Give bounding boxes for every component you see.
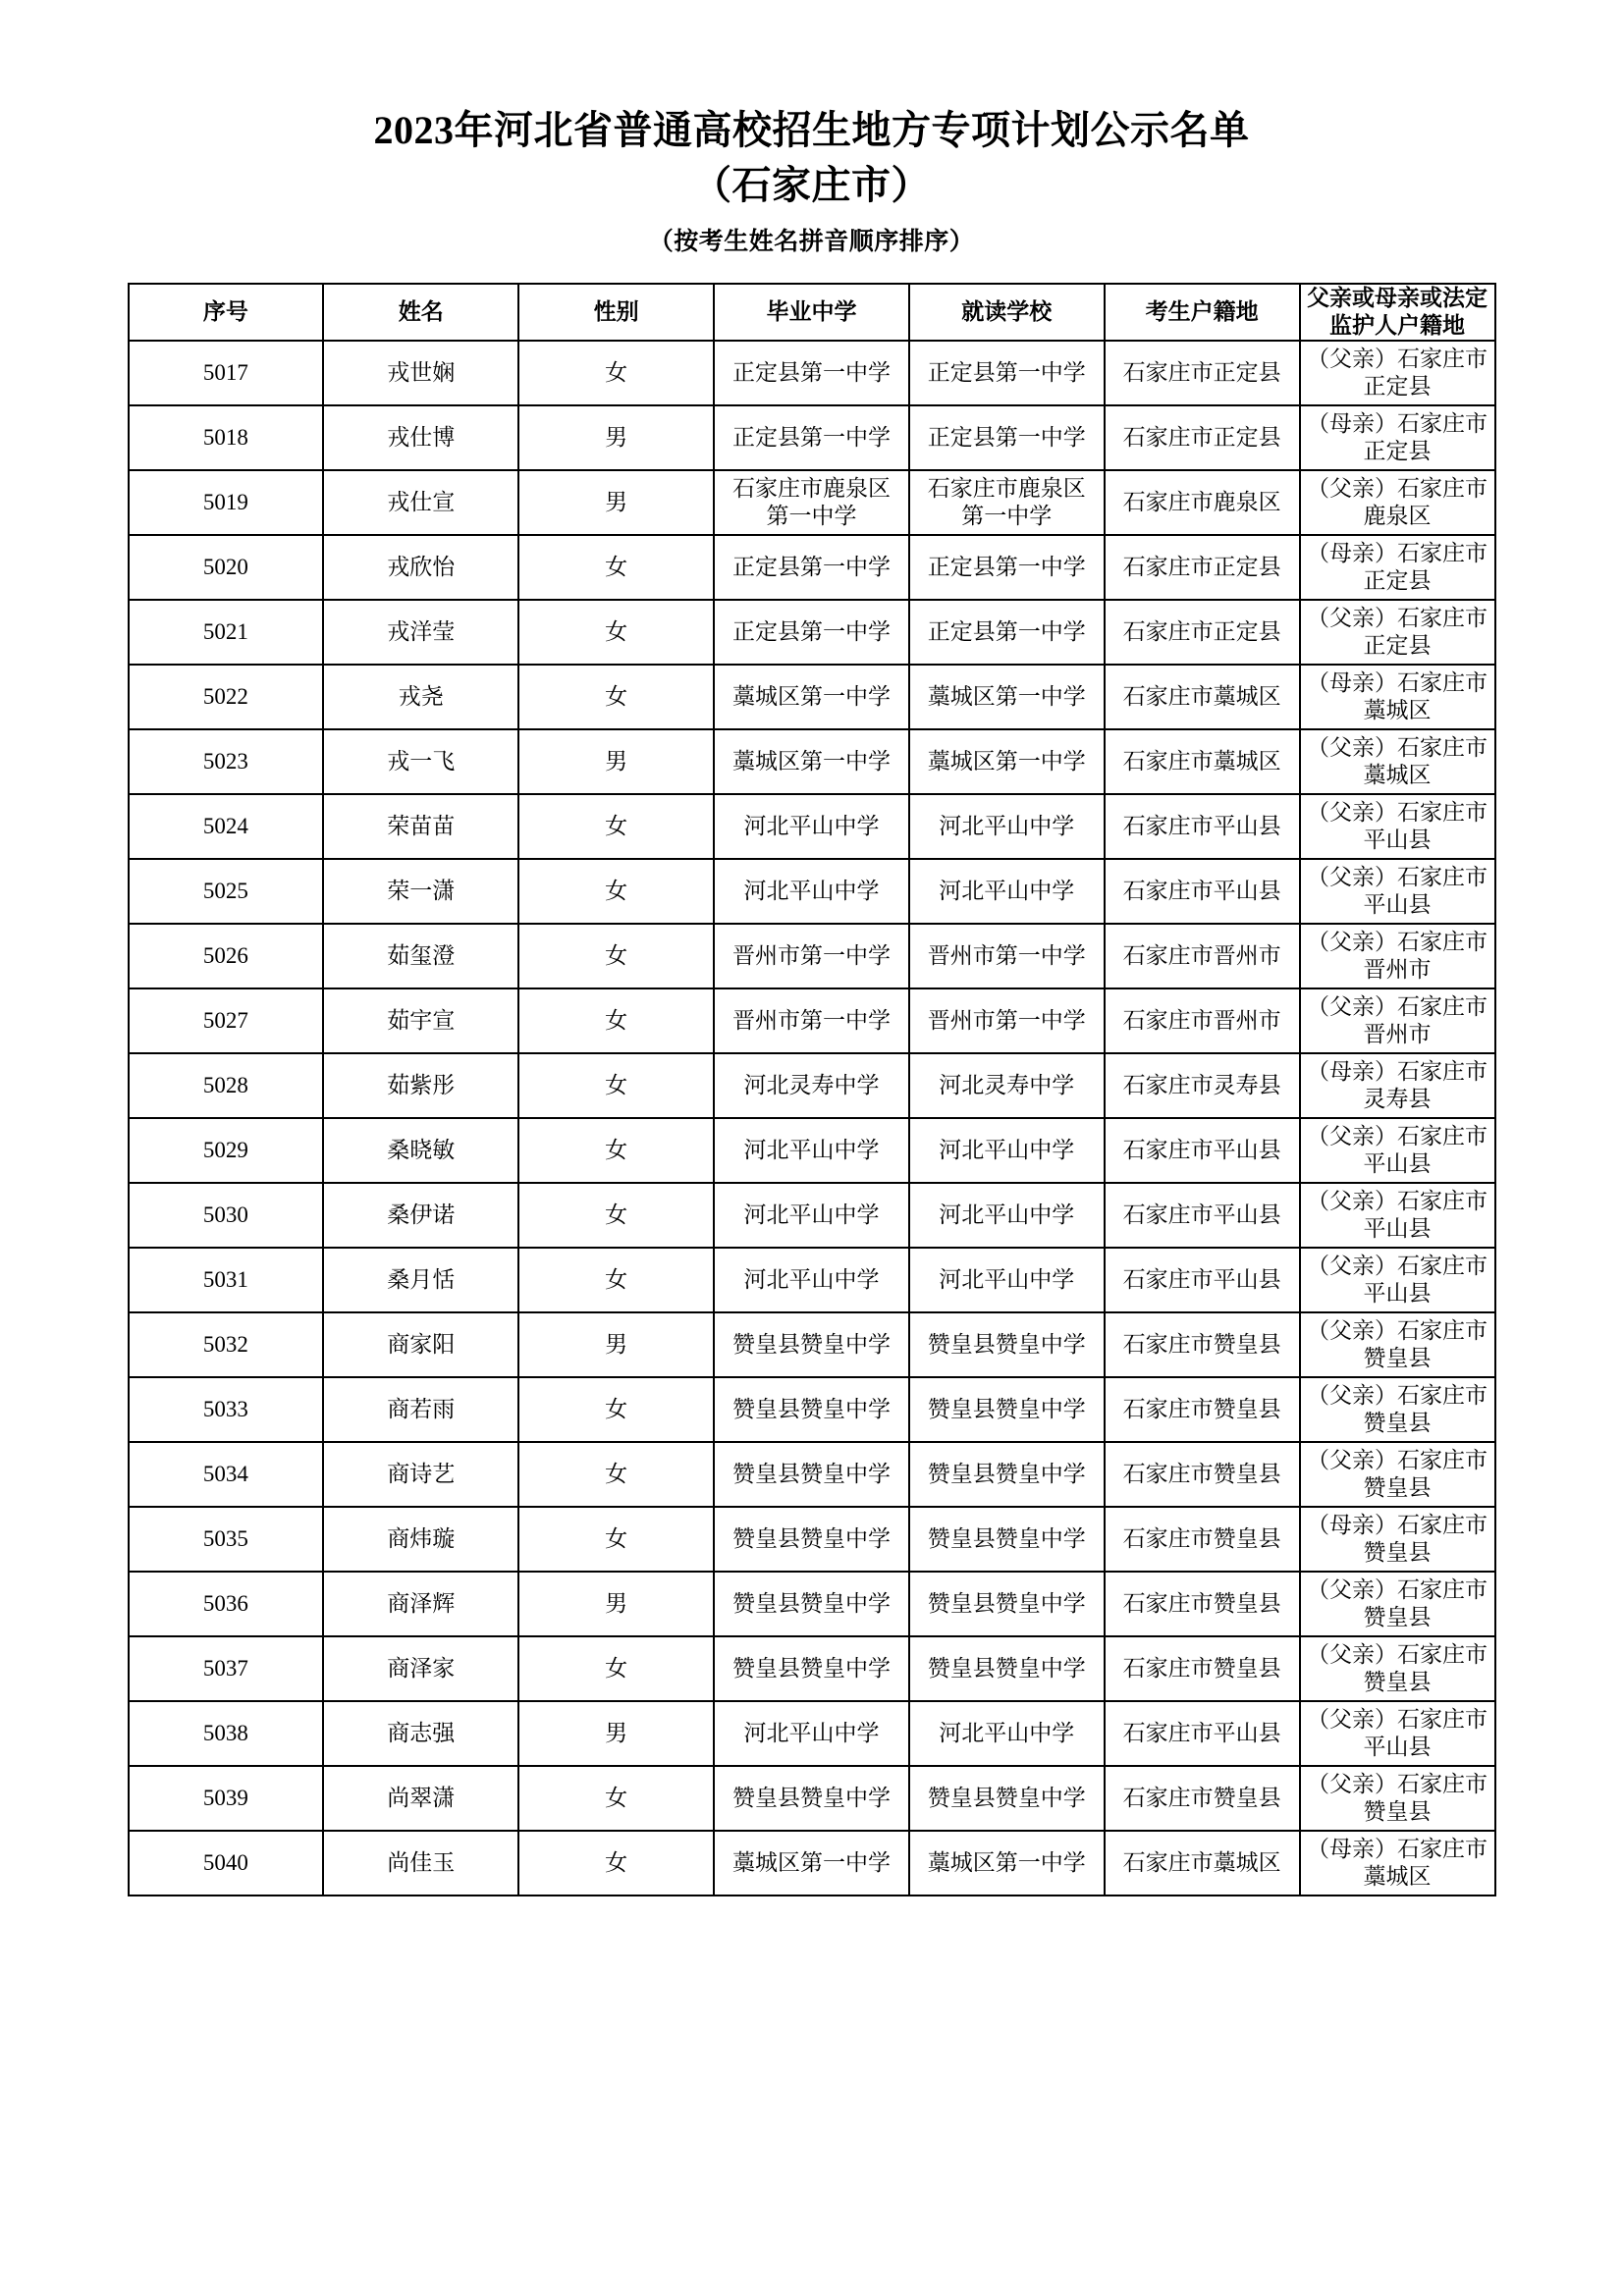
cell-candidate-hukou: 石家庄市平山县 [1105, 1118, 1300, 1183]
table-row [129, 1507, 1495, 1572]
cell-study-school: 正定县第一中学 [909, 535, 1105, 600]
cell-name: 戎仕宣 [323, 470, 518, 535]
roster-table [128, 283, 1496, 1896]
cell-study-school: 正定县第一中学 [909, 405, 1105, 470]
table-row [129, 1183, 1495, 1248]
cell-guardian-hukou: （母亲）石家庄市正定县 [1300, 535, 1495, 600]
table-row [129, 729, 1495, 794]
cell-graduated-school: 河北平山中学 [714, 1118, 909, 1183]
cell-graduated-school: 正定县第一中学 [714, 341, 909, 405]
cell-sex: 女 [518, 1053, 714, 1118]
cell-candidate-hukou: 石家庄市平山县 [1105, 859, 1300, 924]
cell-study-school: 藁城区第一中学 [909, 729, 1105, 794]
cell-sex: 女 [518, 1831, 714, 1896]
cell-candidate-hukou: 石家庄市灵寿县 [1105, 1053, 1300, 1118]
cell-index: 5033 [129, 1377, 324, 1442]
cell-sex: 男 [518, 405, 714, 470]
table-row [129, 341, 1495, 405]
cell-study-school: 赞皇县赞皇中学 [909, 1377, 1105, 1442]
cell-name: 戎世娴 [323, 341, 518, 405]
cell-sex: 女 [518, 1636, 714, 1701]
cell-sex: 女 [518, 665, 714, 729]
cell-candidate-hukou: 石家庄市赞皇县 [1105, 1507, 1300, 1572]
column-header-guardian-hukou: 父亲或母亲或法定监护人户籍地 [1300, 284, 1495, 341]
cell-guardian-hukou: （父亲）石家庄市平山县 [1300, 1248, 1495, 1312]
cell-guardian-hukou: （父亲）石家庄市藁城区 [1300, 729, 1495, 794]
cell-guardian-hukou: （父亲）石家庄市赞皇县 [1300, 1636, 1495, 1701]
cell-name: 戎仕博 [323, 405, 518, 470]
cell-name: 商诗艺 [323, 1442, 518, 1507]
cell-sex: 女 [518, 924, 714, 988]
cell-graduated-school: 河北平山中学 [714, 794, 909, 859]
cell-guardian-hukou: （母亲）石家庄市正定县 [1300, 405, 1495, 470]
title-block [0, 0, 1623, 257]
table-row [129, 794, 1495, 859]
cell-sex: 男 [518, 470, 714, 535]
cell-index: 5034 [129, 1442, 324, 1507]
table-row [129, 988, 1495, 1053]
cell-sex: 男 [518, 729, 714, 794]
cell-sex: 女 [518, 794, 714, 859]
cell-name: 商志强 [323, 1701, 518, 1766]
cell-study-school: 晋州市第一中学 [909, 988, 1105, 1053]
cell-sex: 女 [518, 1507, 714, 1572]
cell-index: 5040 [129, 1831, 324, 1896]
cell-name: 桑晓敏 [323, 1118, 518, 1183]
cell-sex: 男 [518, 1312, 714, 1377]
cell-index: 5027 [129, 988, 324, 1053]
table-row [129, 1442, 1495, 1507]
cell-index: 5025 [129, 859, 324, 924]
cell-index: 5037 [129, 1636, 324, 1701]
cell-name: 戎一飞 [323, 729, 518, 794]
cell-sex: 女 [518, 988, 714, 1053]
cell-name: 商炜璇 [323, 1507, 518, 1572]
cell-sex: 男 [518, 1572, 714, 1636]
cell-graduated-school: 藁城区第一中学 [714, 729, 909, 794]
cell-study-school: 河北平山中学 [909, 1701, 1105, 1766]
cell-study-school: 赞皇县赞皇中学 [909, 1766, 1105, 1831]
cell-name: 商家阳 [323, 1312, 518, 1377]
cell-sex: 女 [518, 1118, 714, 1183]
cell-candidate-hukou: 石家庄市平山县 [1105, 1248, 1300, 1312]
cell-study-school: 赞皇县赞皇中学 [909, 1636, 1105, 1701]
cell-sex: 女 [518, 1248, 714, 1312]
cell-study-school: 赞皇县赞皇中学 [909, 1442, 1105, 1507]
cell-study-school: 河北灵寿中学 [909, 1053, 1105, 1118]
cell-name: 商若雨 [323, 1377, 518, 1442]
cell-study-school: 正定县第一中学 [909, 341, 1105, 405]
cell-candidate-hukou: 石家庄市藁城区 [1105, 729, 1300, 794]
cell-candidate-hukou: 石家庄市赞皇县 [1105, 1377, 1300, 1442]
cell-name: 荣苗苗 [323, 794, 518, 859]
cell-index: 5020 [129, 535, 324, 600]
table-row [129, 535, 1495, 600]
cell-graduated-school: 赞皇县赞皇中学 [714, 1636, 909, 1701]
table-row [129, 1636, 1495, 1701]
cell-sex: 女 [518, 1766, 714, 1831]
cell-study-school: 赞皇县赞皇中学 [909, 1507, 1105, 1572]
cell-guardian-hukou: （父亲）石家庄市正定县 [1300, 341, 1495, 405]
cell-guardian-hukou: （父亲）石家庄市赞皇县 [1300, 1572, 1495, 1636]
cell-sex: 女 [518, 600, 714, 665]
table-row [129, 1248, 1495, 1312]
cell-graduated-school: 赞皇县赞皇中学 [714, 1442, 909, 1507]
page-title: 2023年河北省普通高校招生地方专项计划公示名单 [373, 108, 1250, 152]
table-header [129, 284, 1495, 341]
cell-name: 尚佳玉 [323, 1831, 518, 1896]
cell-index: 5029 [129, 1118, 324, 1183]
cell-index: 5023 [129, 729, 324, 794]
column-header-graduated-school: 毕业中学 [714, 284, 909, 341]
cell-guardian-hukou: （父亲）石家庄市赞皇县 [1300, 1442, 1495, 1507]
cell-sex: 女 [518, 859, 714, 924]
cell-index: 5017 [129, 341, 324, 405]
cell-candidate-hukou: 石家庄市平山县 [1105, 1701, 1300, 1766]
roster-table-wrapper [128, 283, 1496, 1896]
cell-index: 5022 [129, 665, 324, 729]
cell-study-school: 石家庄市鹿泉区 第一中学 [909, 470, 1105, 535]
cell-sex: 女 [518, 1442, 714, 1507]
cell-sex: 男 [518, 1701, 714, 1766]
cell-graduated-school: 赞皇县赞皇中学 [714, 1766, 909, 1831]
table-row [129, 1118, 1495, 1183]
cell-name: 桑月恬 [323, 1248, 518, 1312]
cell-graduated-school: 晋州市第一中学 [714, 924, 909, 988]
cell-study-school: 赞皇县赞皇中学 [909, 1572, 1105, 1636]
cell-index: 5026 [129, 924, 324, 988]
cell-guardian-hukou: （母亲）石家庄市藁城区 [1300, 1831, 1495, 1896]
cell-study-school: 藁城区第一中学 [909, 1831, 1105, 1896]
cell-guardian-hukou: （父亲）石家庄市平山县 [1300, 859, 1495, 924]
table-row [129, 1766, 1495, 1831]
cell-name: 茹玺澄 [323, 924, 518, 988]
cell-name: 茹宇宣 [323, 988, 518, 1053]
cell-guardian-hukou: （父亲）石家庄市赞皇县 [1300, 1377, 1495, 1442]
table-row [129, 1831, 1495, 1896]
cell-graduated-school: 藁城区第一中学 [714, 665, 909, 729]
table-row [129, 1312, 1495, 1377]
table-row [129, 1377, 1495, 1442]
cell-study-school: 河北平山中学 [909, 859, 1105, 924]
cell-graduated-school: 河北灵寿中学 [714, 1053, 909, 1118]
column-header-sex: 性别 [518, 284, 714, 341]
cell-graduated-school: 赞皇县赞皇中学 [714, 1377, 909, 1442]
cell-sex: 女 [518, 341, 714, 405]
table-row [129, 924, 1495, 988]
cell-index: 5021 [129, 600, 324, 665]
cell-study-school: 正定县第一中学 [909, 600, 1105, 665]
cell-sex: 女 [518, 535, 714, 600]
column-header-index: 序号 [129, 284, 324, 341]
cell-guardian-hukou: （父亲）石家庄市平山县 [1300, 1701, 1495, 1766]
cell-guardian-hukou: （父亲）石家庄市平山县 [1300, 1118, 1495, 1183]
cell-index: 5031 [129, 1248, 324, 1312]
cell-study-school: 河北平山中学 [909, 794, 1105, 859]
cell-guardian-hukou: （母亲）石家庄市灵寿县 [1300, 1053, 1495, 1118]
cell-graduated-school: 河北平山中学 [714, 1248, 909, 1312]
cell-candidate-hukou: 石家庄市赞皇县 [1105, 1636, 1300, 1701]
cell-candidate-hukou: 石家庄市赞皇县 [1105, 1572, 1300, 1636]
cell-candidate-hukou: 石家庄市晋州市 [1105, 988, 1300, 1053]
cell-index: 5028 [129, 1053, 324, 1118]
cell-guardian-hukou: （父亲）石家庄市正定县 [1300, 600, 1495, 665]
sort-note: （按考生姓名拼音顺序排序） [648, 229, 975, 255]
cell-candidate-hukou: 石家庄市正定县 [1105, 600, 1300, 665]
cell-candidate-hukou: 石家庄市晋州市 [1105, 924, 1300, 988]
header-row [129, 284, 1495, 341]
cell-guardian-hukou: （父亲）石家庄市晋州市 [1300, 924, 1495, 988]
table-row [129, 1701, 1495, 1766]
cell-index: 5032 [129, 1312, 324, 1377]
cell-index: 5019 [129, 470, 324, 535]
column-header-study-school: 就读学校 [909, 284, 1105, 341]
cell-candidate-hukou: 石家庄市鹿泉区 [1105, 470, 1300, 535]
cell-graduated-school: 正定县第一中学 [714, 600, 909, 665]
cell-graduated-school: 正定县第一中学 [714, 535, 909, 600]
cell-index: 5035 [129, 1507, 324, 1572]
cell-candidate-hukou: 石家庄市平山县 [1105, 1183, 1300, 1248]
cell-candidate-hukou: 石家庄市正定县 [1105, 341, 1300, 405]
cell-index: 5030 [129, 1183, 324, 1248]
cell-study-school: 河北平山中学 [909, 1248, 1105, 1312]
cell-graduated-school: 晋州市第一中学 [714, 988, 909, 1053]
cell-guardian-hukou: （父亲）石家庄市赞皇县 [1300, 1312, 1495, 1377]
cell-index: 5024 [129, 794, 324, 859]
cell-graduated-school: 石家庄市鹿泉区 第一中学 [714, 470, 909, 535]
cell-graduated-school: 河北平山中学 [714, 1701, 909, 1766]
cell-guardian-hukou: （母亲）石家庄市藁城区 [1300, 665, 1495, 729]
table-row [129, 665, 1495, 729]
cell-name: 尚翠潇 [323, 1766, 518, 1831]
cell-sex: 女 [518, 1377, 714, 1442]
table-row [129, 405, 1495, 470]
cell-name: 荣一潇 [323, 859, 518, 924]
cell-graduated-school: 河北平山中学 [714, 1183, 909, 1248]
cell-name: 桑伊诺 [323, 1183, 518, 1248]
cell-study-school: 河北平山中学 [909, 1183, 1105, 1248]
cell-guardian-hukou: （父亲）石家庄市赞皇县 [1300, 1766, 1495, 1831]
cell-index: 5018 [129, 405, 324, 470]
table-row [129, 600, 1495, 665]
table-row [129, 859, 1495, 924]
cell-index: 5036 [129, 1572, 324, 1636]
cell-index: 5038 [129, 1701, 324, 1766]
cell-study-school: 河北平山中学 [909, 1118, 1105, 1183]
cell-graduated-school: 赞皇县赞皇中学 [714, 1572, 909, 1636]
cell-candidate-hukou: 石家庄市正定县 [1105, 535, 1300, 600]
cell-graduated-school: 赞皇县赞皇中学 [714, 1507, 909, 1572]
cell-name: 茹紫彤 [323, 1053, 518, 1118]
cell-guardian-hukou: （父亲）石家庄市平山县 [1300, 1183, 1495, 1248]
table-row [129, 1053, 1495, 1118]
cell-candidate-hukou: 石家庄市藁城区 [1105, 1831, 1300, 1896]
cell-candidate-hukou: 石家庄市赞皇县 [1105, 1766, 1300, 1831]
cell-graduated-school: 藁城区第一中学 [714, 1831, 909, 1896]
cell-candidate-hukou: 石家庄市藁城区 [1105, 665, 1300, 729]
cell-name: 商泽辉 [323, 1572, 518, 1636]
cell-guardian-hukou: （父亲）石家庄市平山县 [1300, 794, 1495, 859]
cell-candidate-hukou: 石家庄市平山县 [1105, 794, 1300, 859]
cell-guardian-hukou: （母亲）石家庄市赞皇县 [1300, 1507, 1495, 1572]
column-header-candidate-hukou: 考生户籍地 [1105, 284, 1300, 341]
column-header-name: 姓名 [323, 284, 518, 341]
table-row [129, 1572, 1495, 1636]
cell-name: 戎尧 [323, 665, 518, 729]
table-body [129, 341, 1495, 1896]
cell-sex: 女 [518, 1183, 714, 1248]
cell-candidate-hukou: 石家庄市赞皇县 [1105, 1312, 1300, 1377]
page-subtitle: （石家庄市） [692, 163, 931, 207]
cell-graduated-school: 河北平山中学 [714, 859, 909, 924]
cell-study-school: 晋州市第一中学 [909, 924, 1105, 988]
cell-index: 5039 [129, 1766, 324, 1831]
table-row [129, 470, 1495, 535]
cell-candidate-hukou: 石家庄市赞皇县 [1105, 1442, 1300, 1507]
cell-name: 戎欣怡 [323, 535, 518, 600]
cell-study-school: 藁城区第一中学 [909, 665, 1105, 729]
cell-guardian-hukou: （父亲）石家庄市鹿泉区 [1300, 470, 1495, 535]
cell-graduated-school: 赞皇县赞皇中学 [714, 1312, 909, 1377]
cell-graduated-school: 正定县第一中学 [714, 405, 909, 470]
cell-study-school: 赞皇县赞皇中学 [909, 1312, 1105, 1377]
cell-name: 商泽家 [323, 1636, 518, 1701]
cell-name: 戎洋莹 [323, 600, 518, 665]
cell-guardian-hukou: （父亲）石家庄市晋州市 [1300, 988, 1495, 1053]
cell-candidate-hukou: 石家庄市正定县 [1105, 405, 1300, 470]
